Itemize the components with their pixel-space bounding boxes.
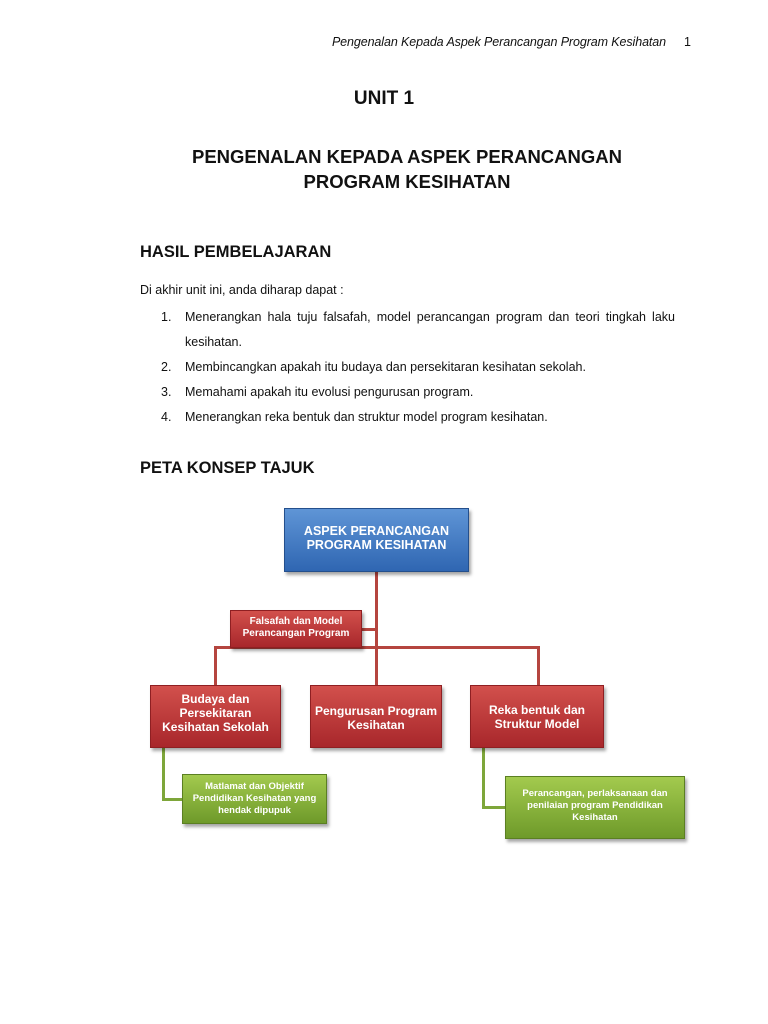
concept-leaf-label: Perancangan, perlaksanaan dan penilaian program Pendidikan Kesihatan (522, 788, 668, 823)
page-title-line-2: PROGRAM KESIHATAN (303, 171, 511, 192)
concept-leaf-node (505, 776, 685, 839)
concept-branch-node (150, 685, 281, 748)
connector-branch-2 (375, 646, 378, 685)
concept-side-node-label: Falsafah dan Model Perancangan Program (242, 616, 350, 639)
learning-outcomes-list (140, 305, 675, 430)
connector-leaf-2-vertical (482, 748, 485, 808)
unit-title: UNIT 1 (353, 88, 415, 109)
page-title (0, 144, 768, 194)
learning-outcomes-intro: Di akhir unit ini, anda diharap dapat : (140, 283, 344, 297)
list-item (140, 355, 675, 380)
connector-leaf-2-horizontal (482, 806, 505, 809)
list-item-text: Menerangkan reka bentuk dan struktur model program kesihatan. (185, 410, 548, 424)
learning-outcomes-heading: HASIL PEMBELAJARAN (140, 243, 332, 261)
concept-branch-node (470, 685, 604, 748)
list-item-number: 2. (161, 360, 172, 374)
list-item-number: 4. (161, 410, 172, 424)
list-item-number: 3. (161, 385, 172, 399)
concept-branch-node (310, 685, 442, 748)
running-header (0, 35, 768, 53)
concept-branch-label: Pengurusan Program Kesihatan (314, 704, 438, 732)
connector-side-node (362, 628, 376, 631)
list-item-text: Membincangkan apakah itu budaya dan persekitaran kesihatan sekolah. (185, 360, 586, 374)
connector-root-trunk (375, 570, 378, 648)
connector-leaf-1-horizontal (162, 798, 182, 801)
concept-leaf-node (182, 774, 327, 824)
page-number: 1 (684, 35, 691, 49)
concept-branch-label: Reka bentuk dan Struktur Model (488, 703, 586, 731)
list-item-text: Memahami apakah itu evolusi pengurusan program. (185, 385, 474, 399)
connector-branch-3 (537, 646, 540, 685)
connector-branch-1 (214, 646, 217, 685)
concept-side-node (230, 610, 362, 648)
concept-root-label: ASPEK PERANCANGAN PROGRAM KESIHATAN (303, 524, 450, 552)
list-item (140, 380, 675, 405)
list-item-text: Menerangkan hala tuju falsafah, model perancangan program dan teori tingkah laku kesihatan. (185, 310, 675, 349)
concept-branch-label: Budaya dan Persekitaran Kesihatan Sekolah (162, 692, 269, 734)
list-item (140, 405, 675, 430)
running-header-title: Pengenalan Kepada Aspek Perancangan Program Kesihatan (331, 35, 666, 49)
concept-root-node (284, 508, 469, 572)
list-item-number: 1. (161, 310, 172, 324)
concept-leaf-label: Matlamat dan Objektif Pendidikan Kesihatan yang hendak dipupuk (192, 781, 317, 816)
page-title-line-1: PENGENALAN KEPADA ASPEK PERANCANGAN (192, 146, 622, 167)
concept-map-heading: PETA KONSEP TAJUK (140, 459, 315, 477)
connector-leaf-1-vertical (162, 748, 165, 800)
list-item (140, 305, 675, 355)
